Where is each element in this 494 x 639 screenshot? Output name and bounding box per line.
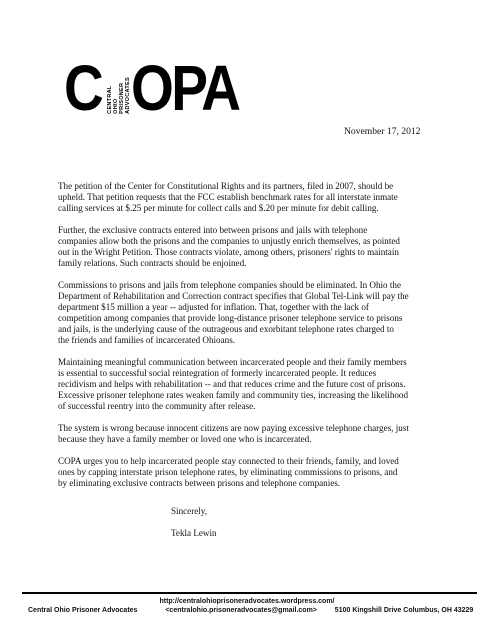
- footer-contact-line: [28, 607, 473, 614]
- footer-address: 5100 Kingshill Drive Columbus, OH 43229: [334, 607, 474, 614]
- logo-letter-c: C: [64, 52, 102, 124]
- signature-name: Tekla Lewin: [171, 528, 217, 538]
- paragraph-line: department $15 million a year -- adjusted for inflation. That, together with the lack of: [58, 302, 369, 312]
- paragraph-line: ones by capping interstate prison telephone rates, by eliminating commissions to prisons, and: [58, 467, 398, 477]
- logo-word-group: [64, 52, 256, 124]
- paragraph-line: The petition of the Center for Constitutional Rights and its partners, filed in 2007, should be: [58, 181, 394, 191]
- paragraph-line: family relations. Such contracts should be enjoined.: [58, 258, 247, 268]
- footer-divider: [22, 592, 477, 594]
- paragraph-line: is essential to successful social reintegration of formerly incarcerated people. It reduces: [58, 368, 377, 378]
- logo-vertical-line: OHIO: [113, 98, 120, 114]
- paragraph-line: The system is wrong because innocent citizens are now paying excessive telephone charges, just: [58, 423, 409, 433]
- paragraph-line: Excessive prisoner telephone rates weaken family and community ties, increasing the likelihood: [58, 390, 409, 400]
- paragraph-line: Department of Rehabilitation and Correction contract specifies that Global Tel-Link will pay the: [58, 291, 409, 301]
- letter-body: [58, 181, 436, 500]
- letter-closing-block: [171, 506, 217, 539]
- body-paragraph: [58, 357, 436, 412]
- paragraph-line: by eliminating exclusive contracts between prisons and telephone companies.: [58, 478, 341, 488]
- footer-org-name: Central Ohio Prisoner Advocates: [28, 607, 138, 614]
- paragraph-line: companies allow both the prisons and the companies to unjustly enrich themselves, as pointed: [58, 236, 400, 246]
- logo-vertical-line: PRISONER: [119, 82, 126, 114]
- copa-logo: [64, 44, 256, 124]
- logo-letters-opa: OPA: [131, 52, 239, 124]
- paragraph-line: and jails, is the underlying cause of the outrageous and exorbitant telephone rates charged to: [58, 324, 394, 334]
- paragraph-line: Further, the exclusive contracts entered into between prisons and jails with telephone: [58, 225, 368, 235]
- letter-date: November 17, 2012: [344, 126, 421, 137]
- body-paragraph: [58, 423, 436, 445]
- paragraph-line: calling services at $.25 per minute for collect calls and $.20 per minute for debit calling.: [58, 203, 379, 213]
- paragraph-line: COPA urges you to help incarcerated people stay connected to their friends, family, and loved: [58, 456, 399, 466]
- footer-email-link[interactable]: <centralohio.prisoneradvocates@gmail.com>: [165, 607, 317, 614]
- logo-vertical-line: CENTRAL: [107, 85, 114, 114]
- body-paragraph: [58, 280, 436, 346]
- paragraph-line: out in the Wright Petition. Those contracts violate, among others, prisoners' rights to maintain: [58, 247, 399, 257]
- logo-vertical-text: [107, 77, 131, 114]
- paragraph-line: because they have a family member or loved one who is incarcerated.: [58, 434, 312, 444]
- paragraph-line: competition among companies that provide long-distance prisoner telephone service to prisons: [58, 313, 403, 323]
- closing-salutation: Sincerely,: [171, 506, 208, 516]
- paragraph-line: Commissions to prisons and jails from telephone companies should be eliminated. In Ohio the: [58, 280, 401, 290]
- body-paragraph: [58, 181, 436, 214]
- footer-url-link[interactable]: http://centralohioprisoneradvocates.wordpress.com/: [159, 598, 335, 605]
- paragraph-line: upheld. That petition requests that the FCC establish benchmark rates for all interstate inmate: [58, 192, 398, 202]
- logo-vertical-line: ADVOCATES: [125, 77, 132, 114]
- paragraph-line: of successful reentry into the community after release.: [58, 401, 256, 411]
- body-paragraph: [58, 225, 436, 269]
- paragraph-line: the friends and families of incarcerated Ohioans.: [58, 335, 236, 345]
- paragraph-line: Maintaining meaningful communication between incarcerated people and their family members: [58, 357, 407, 367]
- paragraph-line: recidivism and helps with rehabilitation -- and that reduces crime and the future cost of prisons.: [58, 379, 406, 389]
- body-paragraph: [58, 456, 436, 489]
